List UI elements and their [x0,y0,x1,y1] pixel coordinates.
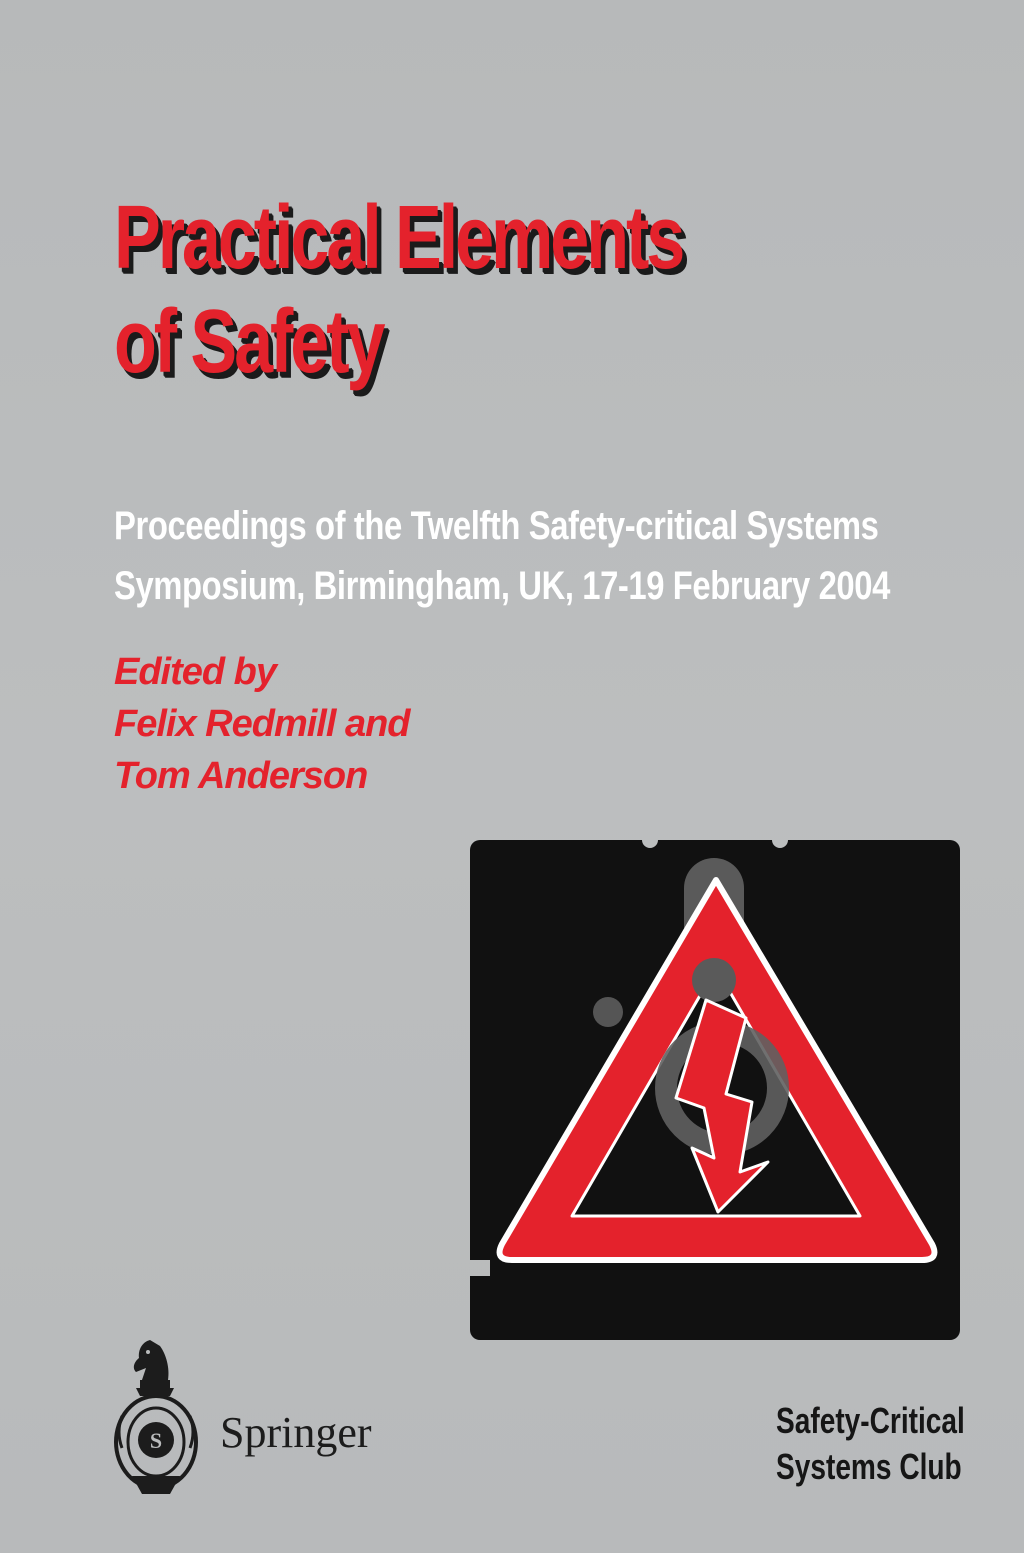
club-line-2: Systems Club [776,1446,962,1487]
book-title-line-1: Practical Elements [114,188,683,288]
book-subtitle-line-1: Proceedings of the Twelfth Safety-critical Systems [114,504,879,548]
book-subtitle [114,496,1014,616]
svg-text:S: S [149,1428,163,1453]
book-subtitle-line-2: Symposium, Birmingham, UK, 17-19 February 2004 [114,564,890,608]
publisher [112,1336,412,1500]
editors-line-2: Felix Redmill and [114,703,410,745]
book-editors [114,646,614,802]
publisher-name: Springer [220,1408,372,1457]
series-club [776,1398,1006,1490]
editors-line-3: Tom Anderson [114,755,368,797]
book-title [114,186,934,394]
editors-line-1: Edited by [114,651,277,693]
book-title-line-2: of Safety [114,292,383,392]
club-line-1: Safety-Critical [776,1400,965,1441]
electrical-hazard-warning-triangle-icon [470,840,960,1340]
springer-knight-logo-icon [112,1336,202,1500]
